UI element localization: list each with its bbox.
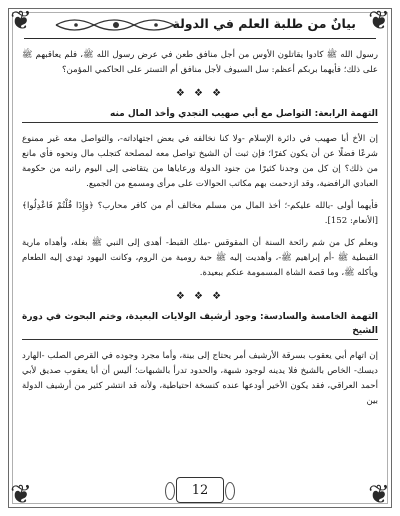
page-body: [22, 48, 378, 416]
corner-ornament-icon: ❦: [368, 6, 390, 36]
body-paragraph: فأيهما أولى -بالله عليكم-؛ أخذ المال من مسلم مخالف أم من كافر محارب؟ ﴿وَإِذَا قُلْتُمْ فَاعْدِلُوا﴾ [الأنعام: 152].: [22, 201, 378, 226]
header-ornament-icon: [54, 14, 178, 36]
section-heading: التهمة الخامسة والسادسة: وجود أرشيف الولايات البعيدة، وختم البحوث في دورة الشيخ: [22, 310, 378, 340]
body-paragraph: إن الأخ أبا صهيب في دائرة الإسلام -ولا كنا نخالفه في بعض اجتهاداته-، والتواصل معه غير ممنوع شرعًا فضلًا عن أن يكون كفرًا؛ فإن ثبت أن الشيخ تواصل معه لمصلحة كتجلب مال ونحوه فأي مانع من ذلك؟ إن كل من وجدنا كثيرًا من جنود الدولة ورعاياها من يتقاضى إلى اليوم راتبه من حكومة العبادي الرافضية، وقد ازدحمت بهم مكاتب الحوالات على مرأى ومسمع من الجميع.: [22, 134, 378, 189]
section-heading: التهمة الرابعة: التواصل مع أبي صهيب النجدي وأخذ المال منه: [22, 107, 378, 123]
intro-paragraph: رسول الله ﷺ كادوا يقاتلون الأوس من أجل منافق طعن في عرض رسول الله ﷺ، فلم يعاقبهم ﷺ على ذلك؛ فأيهما بربكم أعظم: سل السيوف لأجل منافق أم التستر على الحاكمي المؤمن؟: [22, 50, 378, 75]
header-divider: [24, 38, 376, 39]
corner-ornament-icon: ❦: [10, 6, 32, 36]
section-separator: ❖ ❖ ❖: [175, 291, 225, 302]
page-number: 12: [191, 482, 209, 498]
section-separator: ❖ ❖ ❖: [175, 88, 225, 99]
corner-ornament-icon: ❦: [10, 480, 32, 510]
body-paragraph: وبعلم كل من شم رائحة السنة أن المقوقس -ملك القبط- أهدى إلى النبي ﷺ بغلة، وأهداه مارية القبطية ﷺ -أم إبراهيم ﷺ-، وأهديت إليه ﷺ حبة رومية من الروم، وكانت اليهود تهدي إليه الطعام ويأكله ﷺ، وما قصة الشاة المسمومة عنكم ببعيدة.: [22, 238, 378, 278]
corner-ornament-icon: ❦: [368, 480, 390, 510]
page-number-box: [176, 477, 224, 503]
body-paragraph: إن اتهام أبي يعقوب بسرقة الأرشيف أمر يحتاج إلى بينة، وأما مجرد وجوده في القرص الصلب -الهارد ديسك- الخاص بالشيخ فلا يدينه لوجود شبهة، والحدود تدرأ بالشبهات؛ أليس أن أبا يعقوب صديق لأبي أحمد العراقي، فقد يكون الأخير أودعها عنده كنسخة احتياطية، ولأنه قد انتشر كثير من أرشيف الدولة بين: [22, 351, 378, 406]
page-header-title: بيانٌ من طلبة العلم في الدولة: [172, 16, 356, 31]
